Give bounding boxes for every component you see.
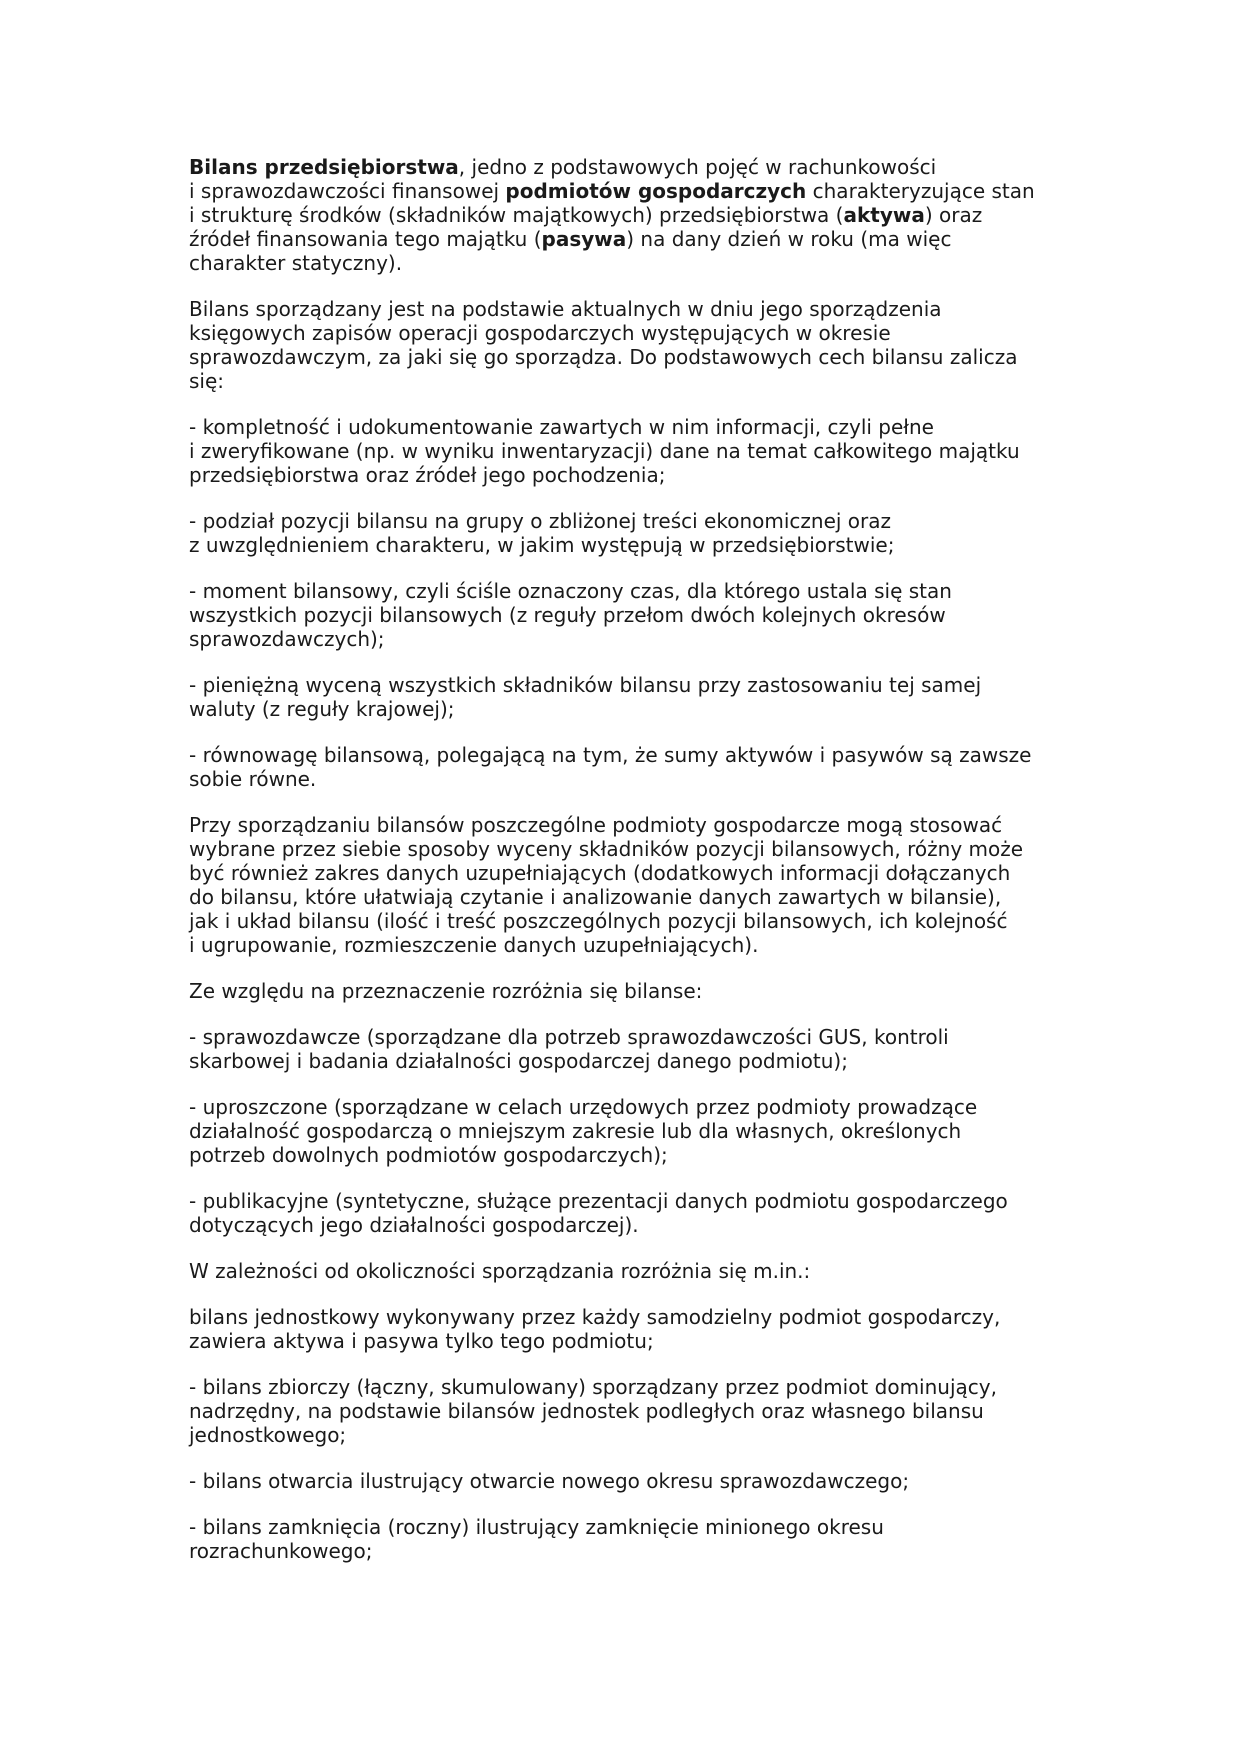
list-item-aggregate: - bilans zbiorczy (łączny, skumulowany) sporządzany przez podmiot dominujący, nadrzędny, na podstawie bilansów jednostek podległych oraz własnego bilansu jednostkowego; [189, 1375, 997, 1447]
list-item-completeness: - kompletność i udokumentowanie zawartych w nim informacji, czyli pełne i zweryfikowane (np. w wyniku inwentaryzacji) dane na temat całkowitego majątku przedsiębiorstwa oraz źródeł jego pochodzenia; [189, 415, 1020, 487]
paragraph-circumstances-heading: W zależności od okoliczności sporządzania rozróżnia się m.in.: [189, 1259, 811, 1283]
intro-paragraph [189, 155, 1069, 275]
intro-text-1: , jedno z podstawowych pojęć w rachunkowości i sprawozdawczości finansowej [189, 155, 937, 203]
term-podmiotow-gospodarczych: podmiotów gospodarczych [505, 179, 807, 203]
term-pasywa: pasywa [541, 227, 627, 251]
list-item-grouping: - podział pozycji bilansu na grupy o zbliżonej treści ekonomicznej oraz z uwzględnieniem charakteru, w jakim występują w przedsiębiorstwie; [189, 509, 895, 557]
list-item-balance-moment: - moment bilansowy, czyli ściśle oznaczony czas, dla którego ustala się stan wszystkich pozycji bilansowych (z reguły przełom dwóch kolejnych okresów sprawozdawczych); [189, 579, 952, 651]
paragraph-purpose-heading: Ze względu na przeznaczenie rozróżnia się bilanse: [189, 979, 703, 1003]
list-item-valuation: - pieniężną wyceną wszystkich składników bilansu przy zastosowaniu tej samej waluty (z reguły krajowej); [189, 673, 982, 721]
intro-text-3: ) oraz źródeł finansowania tego majątku ( [189, 203, 983, 251]
list-item-reporting: - sprawozdawcze (sporządzane dla potrzeb sprawozdawczości GUS, kontroli skarbowej i badania działalności gospodarczej danego podmiotu); [189, 1025, 949, 1073]
intro-text-4: ) na dany dzień w roku (ma więc charakter statyczny). [189, 227, 952, 275]
document-page [189, 155, 1069, 1585]
term-bilans-przedsiebiorstwa: Bilans przedsiębiorstwa [189, 155, 459, 179]
list-item-closing: - bilans zamknięcia (roczny) ilustrujący zamknięcie minionego okresu rozrachunkowego; [189, 1515, 884, 1563]
list-item-equilibrium: - równowagę bilansową, polegającą na tym, że sumy aktywów i pasywów są zawsze sobie równe. [189, 743, 1032, 791]
paragraph-preparation: Przy sporządzaniu bilansów poszczególne podmioty gospodarcze mogą stosować wybrane przez siebie sposoby wyceny składników pozycji bilansowych, różny może być również zakres danych uzupełniających (dodatkowych informacji dołączanych do bilansu, które ułatwiają czytanie i analizowanie danych zawartych w bilansie), jak i układ bilansu (ilość i treść poszczególnych pozycji bilansowych, ich kolejność i ugrupowanie, rozmieszczenie danych uzupełniających). [189, 813, 1024, 957]
list-item-publication: - publikacyjne (syntetyczne, służące prezentacji danych podmiotu gospodarczego dotyczących jego działalności gospodarczej). [189, 1189, 1008, 1237]
list-item-simplified: - uproszczone (sporządzane w celach urzędowych przez podmioty prowadzące działalność gospodarczą o mniejszym zakresie lub dla własnych, określonych potrzeb dowolnych podmiotów gospodarczych); [189, 1095, 978, 1167]
list-item-opening: - bilans otwarcia ilustrujący otwarcie nowego okresu sprawozdawczego; [189, 1469, 910, 1493]
intro-text-2: charakteryzujące stan i strukturę środków (składników majątkowych) przedsiębiorstwa ( [189, 179, 1035, 227]
list-item-individual: bilans jednostkowy wykonywany przez każdy samodzielny podmiot gospodarczy, zawiera aktywa i pasywa tylko tego podmiotu; [189, 1305, 1001, 1353]
term-aktywa: aktywa [843, 203, 925, 227]
paragraph-basis: Bilans sporządzany jest na podstawie aktualnych w dniu jego sporządzenia księgowych zapisów operacji gospodarczych występujących w okresie sprawozdawczym, za jaki się go sporządza. Do podstawowych cech bilansu zalicza się: [189, 297, 1018, 393]
